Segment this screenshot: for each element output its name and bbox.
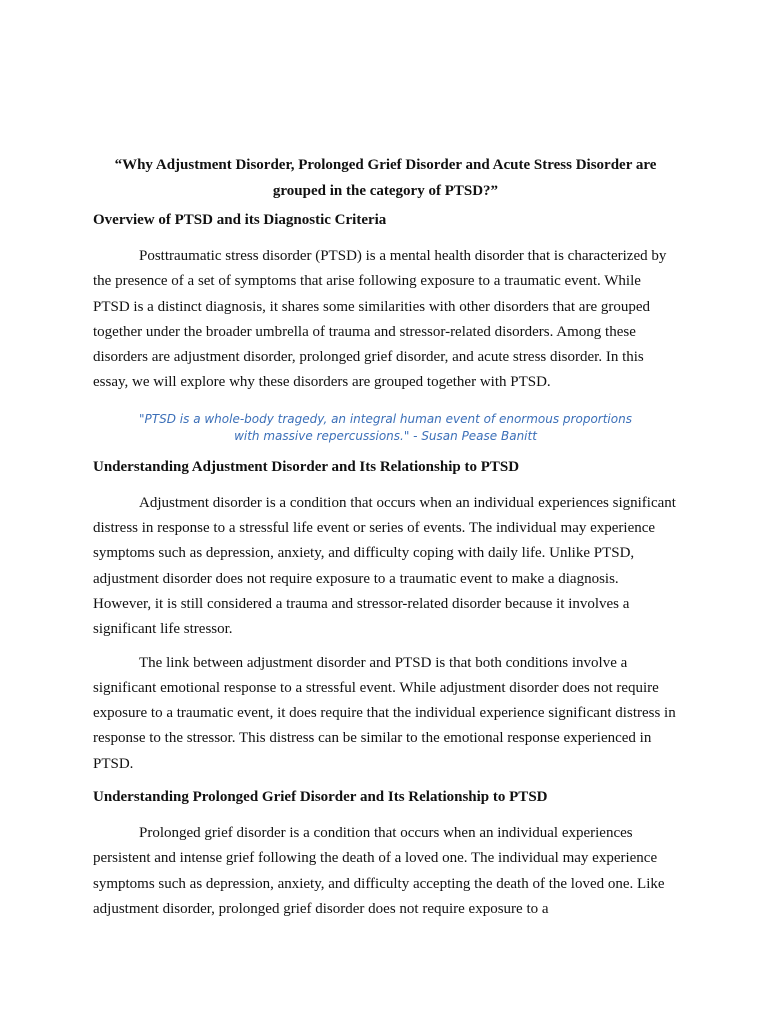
paragraph-overview: Posttraumatic stress disorder (PTSD) is a mental health disorder that is characterized by the presence of a set of symptoms that arise following exposure to a traumatic event. While PTSD is a distinct diagnosis, it shares some similarities with other disorders that are grouped together under the broader umbrella of trauma and stressor-related disorders. Among these disorders are adjustment disorder, prolonged grief disorder, and acute stress disorder. In this essay, we will explore why these disorders are grouped together with PTSD.: [93, 248, 667, 391]
paragraph-adjustment-1: Adjustment disorder is a condition that occurs when an individual experiences significant distress in response to a stressful life event or series of events. The individual may experience symptoms such as depression, anxiety, and difficulty coping with daily life. Unlike PTSD, adjustment disorder does not require exposure to a traumatic event to make a diagnosis. However, it is still considered a trauma and stressor-related disorder because it involves a significant life stressor.: [93, 494, 676, 638]
section-heading-adjustment: Understanding Adjustment Disorder and Its Relationship to PTSD: [93, 458, 520, 475]
quote-line-1: "PTSD is a whole-body tragedy, an integral human event of enormous proportions: [139, 411, 632, 426]
paragraph-prolonged-grief: Prolonged grief disorder is a condition that occurs when an individual experiences persistent and intense grief following the death of a loved one. The individual may experience symptoms such as depression, anxiety, and difficulty accepting the death of the loved one. Like adjustment disorder, prolonged grief disorder does not require exposure to a: [93, 825, 665, 917]
section-heading-prolonged-grief: Understanding Prolonged Grief Disorder and Its Relationship to PTSD: [93, 789, 548, 806]
paragraph-adjustment-2: The link between adjustment disorder and PTSD is that both conditions involve a significant emotional response to a stressful event. While adjustment disorder does not require exposure to a traumatic event, it does require that the individual experience significant distress in response to the stressor. This distress can be similar to the emotional response experienced in PTSD.: [93, 654, 676, 772]
document-title: “Why Adjustment Disorder, Prolonged Grief Disorder and Acute Stress Disorder are grouped in the category of PTSD?”: [114, 157, 657, 199]
pull-quote: [93, 411, 678, 445]
section-heading-overview: Overview of PTSD and its Diagnostic Criteria: [93, 212, 387, 228]
quote-line-2: with massive repercussions." - Susan Pease Banitt: [234, 428, 537, 443]
document-page: [93, 152, 678, 922]
